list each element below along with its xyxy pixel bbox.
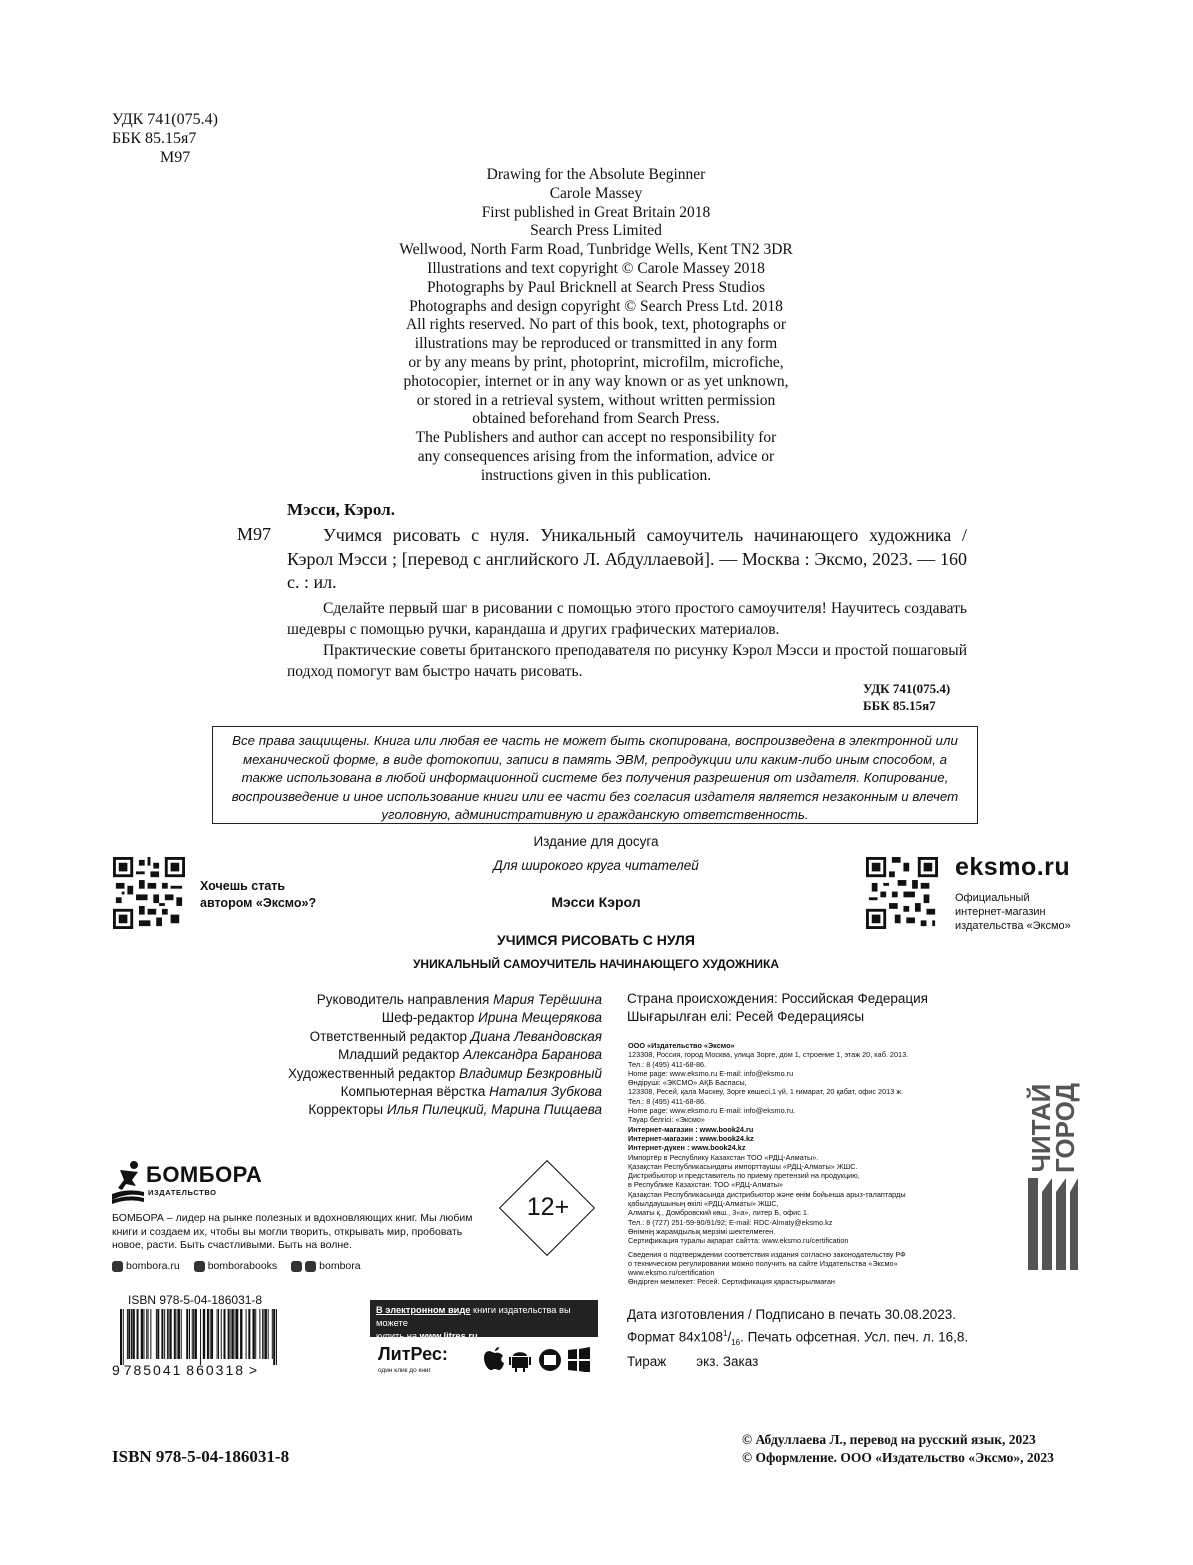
platform-icons <box>482 1346 594 1372</box>
barcode-bar <box>142 1309 143 1359</box>
vk-icon <box>194 1261 205 1272</box>
publisher-info-line: Қазақстан Республикасында дистрибьютор және өнім бойынша арыз-талаптарды <box>628 1189 906 1199</box>
chitai-gorod-text <box>1026 1069 1080 1187</box>
print-circulation <box>627 1352 968 1371</box>
bombora-social-link[interactable] <box>291 1260 360 1272</box>
publisher-info-line: Тел.: 8 (495) 411-68-86. <box>628 1059 707 1069</box>
biblio-author: Мэсси, Кэрол. <box>287 500 395 519</box>
format-frac-num: 1 <box>723 1329 728 1338</box>
bombora-social-links <box>112 1260 361 1272</box>
publisher-info-line: Дистрибьютор и представитель по приему претензий на продукцию, <box>628 1171 860 1181</box>
credit-line: obtained beforehand from Search Press. <box>472 410 720 428</box>
barcode-bar <box>268 1309 269 1359</box>
barcode-bar <box>246 1309 247 1359</box>
circulation-label: Тираж <box>627 1354 667 1370</box>
edition-audience: Для широкого круга читателей <box>493 858 699 873</box>
barcode-digits <box>112 1362 257 1378</box>
qr-caption-line: Хочешь стать <box>200 879 286 893</box>
publisher-info-line: Сертификация туралы ақпарат сайтта: www.eksmo.ru/certification <box>628 1236 849 1246</box>
credit-line: Carole Massey <box>549 184 643 202</box>
credit-line: Wellwood, North Farm Road, Tunbridge Wells, Kent TN2 3DR <box>399 241 793 259</box>
qr-code-eksmo[interactable] <box>866 857 938 929</box>
android-icon <box>509 1352 531 1372</box>
udk-code: УДК 741(075.4) <box>112 111 218 128</box>
bombora-site-link[interactable] <box>112 1260 180 1272</box>
format-frac-sep: / <box>727 1329 732 1345</box>
format-prefix: Формат 84x108 <box>627 1329 723 1345</box>
publisher-info-line: Home page: www.eksmo.ru E-mail: info@eksmo.ru <box>628 1068 794 1078</box>
edition-author: Мэсси Кэрол <box>551 894 641 910</box>
barcode-bar <box>156 1309 157 1359</box>
publisher-info <box>628 1041 988 1287</box>
litres-line-1 <box>376 1304 592 1330</box>
edition-title: УЧИМСЯ РИСОВАТЬ С НУЛЯ <box>497 932 695 948</box>
staff-role: Ответственный редактор <box>309 1028 467 1044</box>
barcode-bar <box>181 1309 182 1359</box>
barcode-bar <box>259 1309 260 1359</box>
barcode-bar <box>134 1309 135 1359</box>
litres-line-2-text: купить на <box>376 1331 420 1341</box>
udk-block-right <box>863 680 950 714</box>
print-format <box>627 1324 968 1352</box>
barcode-bar <box>148 1309 149 1359</box>
barcode-bar <box>178 1309 180 1359</box>
publisher-info-line: Home page: www.eksmo.ru E-mail: info@eksmo.ru. <box>628 1106 796 1116</box>
barcode-bar <box>221 1309 222 1359</box>
credit-line: or by any means by print, photoprint, microfilm, microfiche, <box>408 353 784 371</box>
credit-line: The Publishers and author can accept no responsibility for <box>415 429 777 447</box>
barcode-bar <box>167 1309 168 1359</box>
publisher-info-line: Интернет-магазин : www.book24.ru <box>628 1124 754 1134</box>
publisher-info-line: Қазақстан Республикасындағы импорттаушы «РДЦ-Алматы» ЖШС. <box>628 1161 858 1171</box>
publisher-info-line: Өндірген мемлекет: Ресей. Сертификация қарастырылмаған <box>628 1277 835 1287</box>
barcode-bar <box>131 1309 132 1359</box>
staff-credit-line <box>212 1009 602 1027</box>
barcode-bar <box>193 1309 194 1359</box>
credit-line: illustrations may be reproduced or transmitted in any form <box>414 335 778 353</box>
barcode-bar <box>146 1309 147 1359</box>
footer-copyright <box>742 1431 1054 1467</box>
barcode-bar <box>248 1309 250 1359</box>
litres-block[interactable] <box>370 1300 598 1388</box>
udk-code: УДК 741(075.4) <box>863 681 951 696</box>
barcode-bar <box>143 1309 144 1359</box>
barcode-bar <box>170 1309 172 1359</box>
barcode-bar <box>189 1309 190 1359</box>
youtube-icon <box>291 1261 302 1272</box>
barcode-bar <box>207 1309 209 1359</box>
litres-url[interactable]: www.litres.ru <box>419 1331 478 1341</box>
staff-name: Диана Левандовская <box>470 1028 602 1044</box>
staff-role: Художественный редактор <box>288 1065 456 1081</box>
barcode-bar <box>264 1309 265 1359</box>
publisher-info-line: Өндіруші: «ЭКСМО» АҚБ Баспасы, <box>628 1078 747 1088</box>
bombora-logo-text: БОМБОРА <box>146 1162 263 1187</box>
eksmo-caption-line: интернет-магазин <box>955 906 1046 918</box>
staff-name: Ирина Мещерякова <box>478 1010 602 1026</box>
annotation-paragraph: Сделайте первый шаг в рисовании с помощью этого простого самоучителя! Научитесь создавать шедевры с помощью ручки, карандаша и других графических материалов. <box>287 600 967 638</box>
staff-role: Компьютерная вёрстка <box>340 1084 486 1100</box>
biblio-author-mark: М97 <box>237 524 272 544</box>
footer-isbn: ISBN 978-5-04-186031-8 <box>112 1447 290 1466</box>
credit-line: instructions given in this publication. <box>480 466 712 484</box>
author-mark: М97 <box>160 149 191 166</box>
credit-line: Photographs and design copyright © Search Press Ltd. 2018 <box>409 297 783 315</box>
windows-icon <box>568 1347 590 1372</box>
staff-role: Младший редактор <box>338 1047 460 1063</box>
barcode-bar <box>262 1309 263 1359</box>
credit-line: Illustrations and text copyright © Carole Massey 2018 <box>427 259 765 277</box>
barcode-bar <box>127 1309 128 1359</box>
staff-name: Мария Терёшина <box>493 992 602 1007</box>
qr-code-author[interactable] <box>113 857 185 929</box>
barcode-bar <box>224 1309 226 1359</box>
barcode-bar <box>228 1309 230 1359</box>
publisher-info-line: Интернет-дүкен : www.book24.kz <box>628 1143 746 1153</box>
bombora-surfer-icon <box>112 1160 144 1204</box>
staff-role: Руководитель направления <box>316 992 490 1007</box>
format-frac-den: 16 <box>731 1338 741 1348</box>
barcode-bar <box>204 1309 205 1359</box>
litres-line-1-bold: В электронном виде <box>376 1305 471 1315</box>
barcode-bar <box>128 1309 130 1359</box>
publisher-info-line: www.eksmo.ru/certification <box>628 1268 715 1278</box>
bombora-vk-link[interactable] <box>194 1260 277 1272</box>
barcode-bar <box>157 1309 159 1359</box>
chitai-line: ГОРОД <box>1050 1082 1080 1174</box>
staff-name: Александра Баранова <box>463 1047 602 1063</box>
qr-caption-line: автором «Эксмо»? <box>200 896 317 910</box>
annotation-paragraph: Практические советы британского преподавателя по рисунку Кэрол Мэсси и простой пошаговый подход помогут вам быстро начать рисовать. <box>287 642 967 680</box>
barcode-bar <box>255 1309 256 1359</box>
barcode-tail: > <box>248 1362 258 1378</box>
barcode-bar <box>137 1309 139 1359</box>
barcode-isbn: ISBN 978-5-04-186031-8 <box>128 1293 263 1307</box>
format-suffix: . Печать офсетная. Усл. печ. л. 16,8. <box>740 1329 969 1345</box>
publisher-info-line: Тауар белгісі: «Эксмо» <box>628 1115 705 1125</box>
chitai-gorod-logo <box>1026 1072 1080 1272</box>
barcode-bar <box>123 1309 124 1365</box>
barcode-bar <box>218 1309 219 1359</box>
barcode-bar <box>232 1309 234 1359</box>
litres-banner <box>370 1300 598 1341</box>
eksmo-site-caption <box>955 891 1071 933</box>
bbk-code: ББК 85.15я7 <box>863 698 936 713</box>
copyright-translation: © Абдуллаева Л., перевод на русский язык, 2023 <box>742 1432 1036 1447</box>
bombora-site-text: bombora.ru <box>126 1260 180 1272</box>
barcode-bar <box>177 1309 178 1359</box>
copyright-design: © Оформление. ООО «Издательство «Эксмо», 2023 <box>742 1450 1054 1465</box>
telegram-icon <box>305 1261 316 1272</box>
barcode-bar <box>265 1309 267 1359</box>
publisher-info-line: 123308, Россия, город Москва, улица Зорге, дом 1, строение 1, этаж 20, каб. 2013. <box>628 1050 909 1060</box>
barcode-bar <box>174 1309 176 1359</box>
litres-line-2 <box>376 1330 592 1343</box>
credit-line: photocopier, internet or in any way known or as yet unknown, <box>403 372 789 390</box>
barcode-bar <box>211 1309 213 1359</box>
barcode-bar <box>273 1309 275 1365</box>
litres-line-1-rest: книги издательства вы можете <box>376 1305 571 1328</box>
barcode-bar <box>186 1309 188 1359</box>
chitai-line: ЧИТАЙ <box>1026 1083 1056 1173</box>
credit-line: Search Press Limited <box>530 222 662 240</box>
barcode-bar <box>161 1309 163 1359</box>
publisher-info-line: Тел.: 8 (727) 251-59-90/91/92; E-mail: RDC-Almaty@eksmo.kz <box>628 1217 833 1227</box>
qr-author-caption <box>200 878 316 912</box>
bombora-social-text: bombora <box>319 1260 361 1272</box>
barcode-bar <box>241 1309 242 1359</box>
barcode-group-2: 860318 <box>186 1362 246 1378</box>
litres-logo: ЛитРес: <box>378 1344 448 1364</box>
bombora-vk-text: bomborabooks <box>207 1260 278 1272</box>
apple-icon <box>484 1347 504 1370</box>
edition-subtitle: УНИКАЛЬНЫЙ САМОУЧИТЕЛЬ НАЧИНАЮЩЕГО ХУДОЖНИКА <box>412 957 780 971</box>
publisher-info-line: Алматы қ., Домбровский көш., 3«а», литер Б, офис 1. <box>628 1208 810 1218</box>
bombora-description: БОМБОРА – лидер на рынке полезных и вдохновляющих книг. Мы любим книги и создаем их, чтобы вы могли творить, открывать мир, пробовать новое, расти. Быть счастливыми. Быть на волне. <box>112 1212 473 1251</box>
credit-line: or stored in a retrieval system, without written permission <box>416 391 776 409</box>
origin-kz: Шығарылған елі: Ресей Федерациясы <box>627 1009 865 1024</box>
eksmo-site-logo[interactable]: eksmo.ru <box>955 853 1071 881</box>
country-of-origin <box>627 990 928 1026</box>
staff-credit-line <box>212 1046 602 1064</box>
publisher-info-line: ООО «Издательство «Эксмо» <box>628 1041 735 1050</box>
barcode-bar <box>230 1309 231 1359</box>
publisher-info-line: в Республике Казахстан: ТОО «РДЦ-Алматы» <box>628 1180 784 1190</box>
credit-line: All rights reserved. No part of this book, text, photographs or <box>405 316 787 334</box>
staff-name: Наталия Зубкова <box>489 1084 602 1100</box>
biblio-description: Учимся рисовать с нуля. Уникальный самоучитель начинающего художника / Кэрол Мэсси ; [перевод с английского Л. Абдуллаевой]. — Москва : Эксмо, 2023. — 160 с. : ил. <box>287 525 967 592</box>
staff-role: Шеф-редактор <box>381 1010 475 1026</box>
publisher-info-line: Интернет-магазин : www.book24.kz <box>628 1133 754 1143</box>
barcode-bar <box>150 1309 151 1359</box>
bbk-code: ББК 85.15я7 <box>112 130 197 147</box>
print-info <box>627 1305 968 1371</box>
litres-logo-sub: один клик до книг <box>378 1367 431 1374</box>
staff-credit-line <box>212 991 602 1009</box>
staff-credit-line <box>212 1028 602 1046</box>
print-date: Дата изготовления / Подписано в печать 30.08.2023. <box>627 1307 956 1322</box>
copies-label: экз. Заказ <box>696 1354 759 1370</box>
barcode-bar <box>276 1309 277 1365</box>
original-credits <box>300 166 892 486</box>
staff-credit-line <box>212 1101 602 1119</box>
barcode-bar <box>196 1309 197 1359</box>
age-rating-text: 12+ <box>526 1193 570 1221</box>
staff-name: Илья Пилецкий, Марина Пищаева <box>386 1102 602 1118</box>
barcode-bar <box>120 1309 122 1365</box>
credit-line: Drawing for the Absolute Beginner <box>486 166 706 183</box>
credit-line: Photographs by Paul Bricknell at Search Press Studios <box>427 278 765 296</box>
barcode-bar <box>254 1309 255 1359</box>
publisher-info-line: Сведения о подтверждении соответствия издания согласно законодательству РФ <box>628 1249 906 1259</box>
barcode-bar <box>217 1309 218 1359</box>
udk-block-top <box>112 110 218 167</box>
origin-ru: Страна происхождения: Российская Федерация <box>627 991 928 1006</box>
barcode-bar <box>237 1309 238 1359</box>
barcode-bar <box>192 1309 193 1359</box>
publisher-info-line: 123308, Ресей, қала Мәскеу, Зорге көшесі,1 үй, 1 ғимарат, 20 қабат, офис 2013 ж. <box>628 1087 904 1097</box>
eksmo-caption-line: Официальный <box>955 892 1030 904</box>
barcode-bar <box>272 1309 273 1359</box>
rights-notice-box: Все права защищены. Книга или любая ее часть не может быть скопирована, воспроизведена в электронной или механической форме, в виде фотокопии, записи в память ЭВМ, репродукции или каким-либо иным способом, а также использована в любой информационной системе без получения разрешения от издателя. Копирование, воспроизведение и иное использование книги или ее части без согласия издателя является незаконным и влечет уголовную, административную и гражданскую ответственность. <box>212 726 978 824</box>
barcode-bars <box>120 1309 280 1365</box>
bombora-logo-sub: ИЗДАТЕЛЬСТВО <box>148 1188 217 1197</box>
credit-line: First published in Great Britain 2018 <box>481 203 711 221</box>
barcode-digit-first: 9 <box>112 1362 120 1378</box>
barcode-bar <box>235 1309 236 1359</box>
staff-credit-line <box>212 1065 602 1083</box>
publisher-info-line: қабылдаушының өкілі «РДЦ-Алматы» ЖШС, <box>628 1199 779 1209</box>
age-rating-badge <box>499 1160 597 1258</box>
publisher-info-line: Тел.: 8 (495) 411-68-86. <box>628 1096 707 1106</box>
barcode-group-1: 785041 <box>123 1362 183 1378</box>
publisher-info-line: о техническом регулировании можно получить на сайте Издательства «Эксмо» <box>628 1258 898 1268</box>
eksmo-caption-line: издательства «Эксмо» <box>955 920 1071 932</box>
staff-name: Владимир Безкровный <box>459 1065 602 1081</box>
barcode-bar <box>200 1309 201 1365</box>
barcode-bar <box>164 1309 165 1359</box>
edition-type: Издание для досуга <box>533 834 659 849</box>
staff-credits <box>212 991 602 1120</box>
annotation <box>287 598 967 682</box>
barcode-bar <box>210 1309 211 1359</box>
publisher-info-line: Импортёр в Республику Казахстан ТОО «РДЦ-Алматы». <box>628 1152 819 1162</box>
staff-credit-line <box>212 1083 602 1101</box>
publisher-info-line: Өнімнің жарамдылық мерзімі шектелмеген. <box>628 1226 776 1236</box>
globe-icon <box>112 1261 123 1272</box>
staff-role: Корректоры <box>308 1102 384 1118</box>
barcode-bar <box>168 1309 169 1359</box>
bombora-logo <box>112 1160 312 1204</box>
credit-line: any consequences arising from the information, advice or <box>417 447 775 465</box>
